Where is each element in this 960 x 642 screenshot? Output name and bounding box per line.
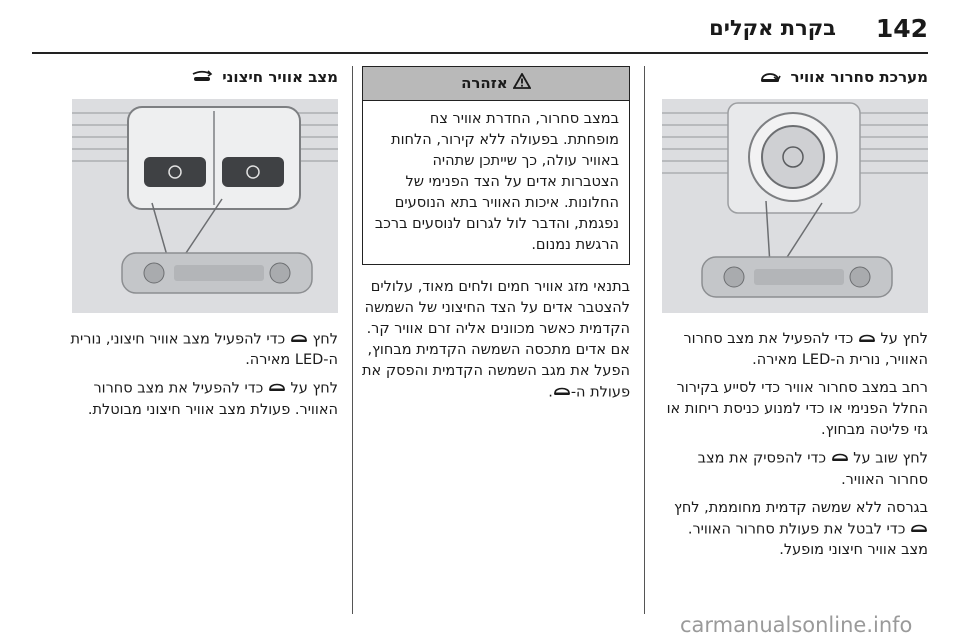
recirculation-paragraph-4: בגרסה ללא שמשה קדמית מחוממת, לחץ כדי לבטל את פעולת סחרור האוויר. מצב אוויר חיצוני מופעל. xyxy=(674,499,928,558)
inline-control-icon xyxy=(858,329,876,350)
chapter-title: בקרת אקלים xyxy=(709,16,836,40)
outside-air-paragraph-2: לחץ על כדי להפעיל את מצב סחרור האוויר. פעולת מצב אוויר חיצוני מבוטלת. xyxy=(70,378,338,421)
warning-header xyxy=(363,67,629,101)
inline-control-icon xyxy=(910,519,928,540)
column-divider-left xyxy=(352,66,353,614)
column-divider-right xyxy=(644,66,645,614)
section-heading-recirculation: מערכת סחרור אוויר xyxy=(660,66,928,89)
warning-triangle-icon xyxy=(513,68,531,100)
inline-control-icon xyxy=(290,329,308,350)
outside-air-button-photo xyxy=(72,99,338,313)
recirculation-paragraph-1 xyxy=(660,329,928,372)
text-before-icon: לחץ על כדי להפעיל את מצב סחרור האוויר, נורית ה-LED מאירה. xyxy=(683,331,928,368)
right-column xyxy=(660,66,928,568)
recirculation-paragraph-2: רחב במצב סחרור אוויר כדי לסייע בקירור החלל הפנימי או כדי למנוע כניסת ריחות או גזי פליטה מבחוץ. xyxy=(666,380,928,438)
watermark: carmanualsonline.info xyxy=(680,613,913,637)
middle-column xyxy=(362,66,630,410)
page-header xyxy=(32,14,928,48)
fogging-paragraph: בתנאי מזג אוויר חמים ולחים מאוד, עלולים להצטבר אדים על הצד החיצוני של השמשה הקדמית כאשר מכוונים אליה זרם אוויר קר. אם אדים מתכסה השמשה הקדמית מבחוץ, הפעל את מגב השמשה הקדמית והפסק את פעולת ה-. xyxy=(362,277,630,404)
warning-text: במצב סחרור, החדרת אוויר צח מופחתת. בפעולה ללא קירור, הלחות באוויר עולה, כך שייתכן שתהיה הצטברות אדים על הצד הפנימי של החלונות. איכות האוויר בתא הנוסעים נפגמת, והדבר לול לגרום לנוסעים ברכב הרגשת נמנום. xyxy=(374,110,619,253)
header-rule xyxy=(32,52,928,54)
recirculation-paragraph-3: לחץ שוב על כדי להפסיק את מצב סחרור האוויר. xyxy=(660,448,928,491)
outside-air-icon xyxy=(191,67,213,89)
warning-title: אזהרה xyxy=(461,74,508,92)
section-heading-outside-air: מצב אוויר חיצוני xyxy=(70,66,338,89)
recirculation-button-photo xyxy=(662,99,928,313)
outside-air-paragraph-1: לחץ כדי להפעיל מצב אוויר חיצוני, נורית ה-LED מאירה. xyxy=(70,329,338,372)
warning-box xyxy=(362,66,630,265)
page-number: 142 xyxy=(875,14,928,43)
air-recirculation-icon xyxy=(759,67,781,89)
inline-control-icon xyxy=(553,382,571,403)
left-column xyxy=(70,66,338,428)
inline-control-icon xyxy=(268,378,286,399)
inline-control-icon xyxy=(831,448,849,469)
